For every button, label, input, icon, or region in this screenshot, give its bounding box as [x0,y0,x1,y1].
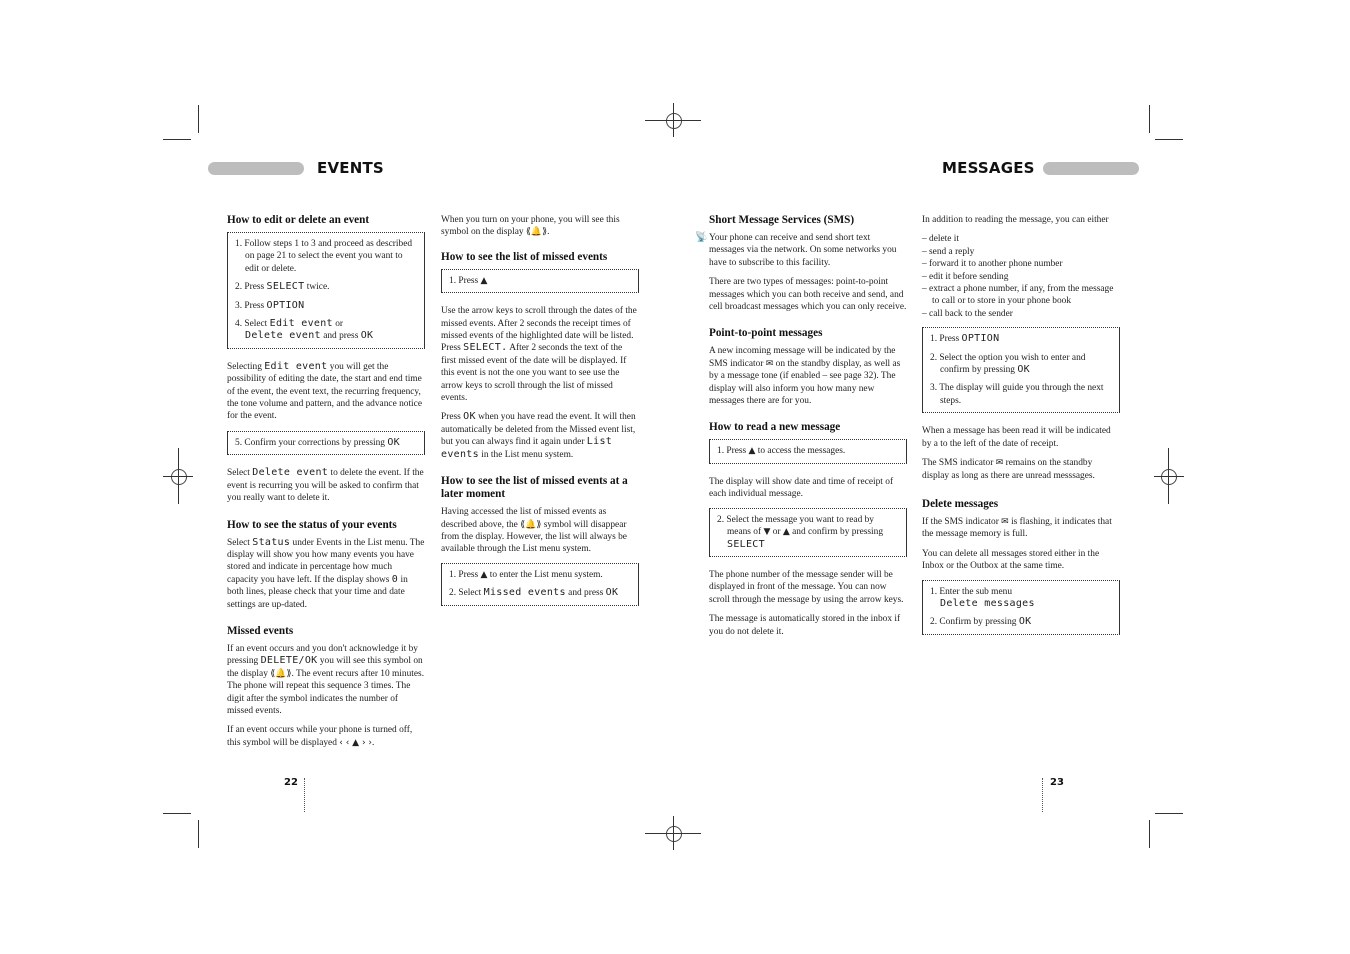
para-text: you will get the possibility of editing the date, the start and end time of the event, the event text, the recurring frequency, the tone volume and pattern, and the advance notice for the event. [227,361,422,422]
para-text: After 2 seconds the text of the first missed event of the date will be displayed. If this event is not the one you want to see use the arrow keys to scroll through the list of missed events. [441,343,627,404]
up-triangle-icon: ▲ [748,446,756,457]
lcd-delete-event: Delete event [245,330,321,342]
envelope-icon: ✉ [765,358,774,369]
list-item: – edit it before sending [922,271,1009,282]
later-step-2 [449,587,631,599]
read-step-2 [717,514,899,551]
crop-mark [1149,820,1150,848]
up-triangle-icon: ▲ [480,569,488,580]
para-text: Select [227,468,250,479]
edit-steps-box [227,232,425,349]
para-text: Use the arrow keys to scroll through the dates of the missed events. After 2 seconds the receipt times of missed events of the highlighted date will be listed. Press [441,306,637,354]
events-column-2 [441,214,639,618]
para-text: when you have read the event. It will then automatically be deleted from the Missed event list, but you can always find it again under [441,412,636,448]
edit-step-3 [235,300,417,312]
para-text: in both lines, please check that your time and date settings are up-dated. [227,574,408,610]
step-text: 2. Select the message you want to read by means of [717,514,874,538]
missed-heading: Missed events [227,624,294,637]
step-text: and press [568,588,604,599]
messages-column-2 [922,214,1120,647]
p2p-paragraph [709,345,907,407]
registration-mark-icon [1161,469,1177,485]
edit-heading: How to edit or delete an event [227,214,370,226]
delete-step-1 [930,586,1112,611]
lcd-edit-event: Edit event [269,318,333,330]
list-item: – extract a phone number, if any, from the message to call or to store in your phone book [922,284,1114,307]
envelope-icon: ✉ [1001,516,1009,527]
lcd-option: OPTION [961,333,1000,345]
page-title-events: EVENTS [317,159,384,177]
options-list [922,233,1120,320]
delete-steps-box [922,580,1120,635]
lcd-ok: OK [605,587,619,599]
options-steps-box [922,327,1120,413]
para-text: Having accessed the list of missed events as described above, the [441,507,607,530]
list-item: – call back to the sender [922,308,1013,319]
lcd-edit-event: Edit event [264,360,328,372]
page-number-left: 22 [284,777,298,788]
read-heading: How to read a new message [709,421,841,434]
lcd-ok: OK [387,436,400,448]
lcd-select: SELECT [727,538,765,550]
crop-mark [178,448,179,504]
options-intro: In addition to reading the message, you can either [922,215,1109,225]
lcd-list-events: List events [441,436,613,460]
sms-paragraph: Your phone can receive and send short text messages via the network. On some networks you have to subscribe to this facility. [709,233,897,268]
options-step-1 [930,333,1112,345]
step-text: 2. Select the option you wish to enter and confirm by pressing [930,352,1086,376]
all-paragraph: You can delete all messages stored either in the Inbox or the Outbox at the same time. [922,548,1100,572]
arrow-paragraph [441,305,639,404]
list-step-1 [449,275,631,287]
lcd-status: Status [252,536,291,548]
list-item: – forward it to another phone number [922,259,1063,270]
date-paragraph: The display will show date and time of receipt of each individual message. [709,476,894,500]
missed-paragraph [227,643,425,717]
step5-box [227,431,425,455]
lcd-select: SELECT [266,281,305,293]
crop-mark [198,105,199,133]
para-text: Press [441,412,461,423]
para-text: When you turn on your phone, you will see this symbol on the display [441,215,620,238]
para-text: to delete the event. If the event is recurring you will be asked to confirm that you really want to delete it. [227,468,424,504]
step-text: 1. Press [930,334,960,345]
lcd-option: OPTION [266,299,305,311]
lcd-zero: 0 [391,573,399,585]
options-step-2 [930,352,1112,377]
crop-mark [1155,813,1183,814]
step-text: 1. Press [449,275,479,286]
step-text: 5. Confirm your corrections by pressing [235,437,385,448]
crop-mark [163,139,191,140]
edit-step-4 [235,318,417,343]
sms-heading: Short Message Services (SMS) [709,214,855,226]
crop-mark [1154,476,1184,477]
messages-column-1 [709,214,907,645]
later-heading: How to see the list of missed events at a later moment [441,475,628,501]
down-triangle-icon: ▼ [763,527,771,538]
status-heading: How to see the status of your events [227,518,397,531]
bell-waves-icon: ⟪🔔⟫ [525,227,548,238]
step-text: or [772,527,781,538]
later-paragraph [441,506,639,556]
status-paragraph [227,537,425,611]
step-text: 1. Press [717,446,747,457]
step-text: to access the messages. [757,446,846,457]
p2p-heading: Point-to-point messages [709,327,823,340]
stored-paragraph: The message is automatically stored in the inbox if you do not delete it. [709,614,901,637]
para-text: Select [227,537,250,548]
para-text: . The event recurs after 10 minutes. The phone will repeat this sequence 3 times. The digit after the symbol indicates the number of missed events. [227,668,425,716]
crop-mark [1155,139,1183,140]
ok-paragraph [441,411,639,461]
step-text: or [335,319,344,330]
step-text: to enter the List menu system. [489,569,603,580]
step-text: and press [323,331,359,342]
lcd-select: SELECT. [463,342,508,354]
delete-step-2 [930,616,1112,628]
crop-mark [198,820,199,848]
step-text: 2. Press [235,282,265,293]
types-paragraph: There are two types of messages: point-to-point messages which you can both receive and send, and cell broadcast messages which you can only receive. [709,277,907,313]
up-triangle-icon: ▲ [480,275,488,286]
para-text: Selecting [227,361,262,372]
crop-mark [163,813,191,814]
selecting-paragraph [227,361,425,423]
step-text: twice. [306,282,330,293]
full-paragraph [922,516,1120,541]
para-text: If an event occurs while your phone is turned off, this symbol will be displayed [227,725,413,748]
step-text: 4. Select [235,319,268,330]
intro-paragraph: When you turn on your phone, you will see this symbol on the display ⟪🔔⟫. [441,215,620,238]
para-text: in the List menu system. [481,449,574,460]
crop-mark [673,103,674,137]
edit-step-1: 1. Follow steps 1 to 3 and proceed as described on page 21 to select the event you want to edit or delete. [235,239,413,274]
events-column-1 [227,214,425,756]
para-text: on the standby display, as well as by a message tone (if enabled – see page 32). The display will also inform you how many new messages there are for you. [709,358,901,407]
options-step-3: 3. The display will guide you through the next steps. [930,383,1104,406]
lcd-ok: OK [463,411,476,423]
list-heading: How to see the list of missed events [441,250,608,263]
lcd-delete-messages: Delete messages [940,597,1035,609]
later-step-1 [449,569,631,581]
para-text: is flashing, it indicates that the message memory is full. [922,516,1112,540]
header-pill [1043,162,1139,175]
para-text: under Events in the List menu. The display will show you how many events you have stored and indicate in percentage how much capacity you have left. If the display shows [227,537,425,585]
bell-waves-icon: ⟪🔔⟫ [270,668,292,679]
crop-mark [1149,105,1150,133]
number-paragraph: The phone number of the message sender will be displayed in front of the message. You can now scroll through the message by using the arrow keys. [709,569,904,605]
lcd-missed-events: Missed events [483,587,566,599]
list-step-box [441,269,639,293]
step-text: 1. Enter the sub menu [930,586,1013,597]
page-number-divider [1042,778,1043,812]
registration-mark-icon [666,826,682,842]
edit-step-2 [235,281,417,293]
antenna-icon: 📡 [695,232,708,243]
registration-mark-icon [666,113,682,129]
page-title-messages: MESSAGES [942,159,1035,177]
para-text: you will see this symbol on the display [227,656,423,679]
step-text: 2. Select [449,588,482,599]
delete-heading: Delete messages [922,497,999,510]
step-text: 3. Press [235,300,265,311]
step-text: and confirm by pressing [792,527,884,538]
step-text: 2. Confirm by pressing [930,617,1017,628]
lcd-ok: OK [360,330,374,342]
para-text: If the SMS indicator [922,516,999,527]
page-number-right: 23 [1050,777,1064,788]
lcd-delete-event: Delete event [252,467,329,479]
later-steps-box [441,563,639,606]
para-text: remains on the standby display as long as there are unread messsages. [922,458,1095,481]
read-step-1 [717,445,899,457]
para-text: If an event occurs and you don't acknowledge it by pressing [227,643,418,667]
edit-step-5 [235,437,417,449]
para-text: symbol will disappear from the display. However, the list will always be available through the List menu system. [441,519,627,555]
page-number-divider [304,778,305,812]
indicator-paragraph [922,457,1120,482]
up-triangle-icon: ▲ [782,527,790,538]
delete-paragraph [227,467,425,504]
read-paragraph: When a message has been read it will be indicated by a to the left of the date of receipt. [922,426,1111,449]
off-paragraph: If an event occurs while your phone is turned off, this symbol will be displayed ‹ ‹ ▲ › ›. [227,725,413,748]
bell-waves-icon: ⟪🔔⟫ [520,519,542,530]
bell-waves-outline-icon: ‹ ‹ ▲ › › [339,737,373,748]
crop-mark [673,816,674,850]
lcd-delete-ok: DELETE/OK [260,655,318,667]
list-item: – delete it [922,234,959,245]
step-text: 1. Press [449,569,479,580]
read-step1-box [709,439,907,463]
crop-mark [1168,448,1169,504]
read-step2-box [709,508,907,557]
list-item: – send a reply [922,246,975,257]
para-text: A new incoming message will be indicated by the SMS indicator [709,346,896,369]
para-text: The SMS indicator [922,458,994,469]
lcd-ok: OK [1017,364,1030,376]
header-pill [208,162,304,175]
registration-mark-icon [171,469,187,485]
lcd-ok: OK [1018,616,1032,628]
envelope-icon: ✉ [995,458,1004,469]
